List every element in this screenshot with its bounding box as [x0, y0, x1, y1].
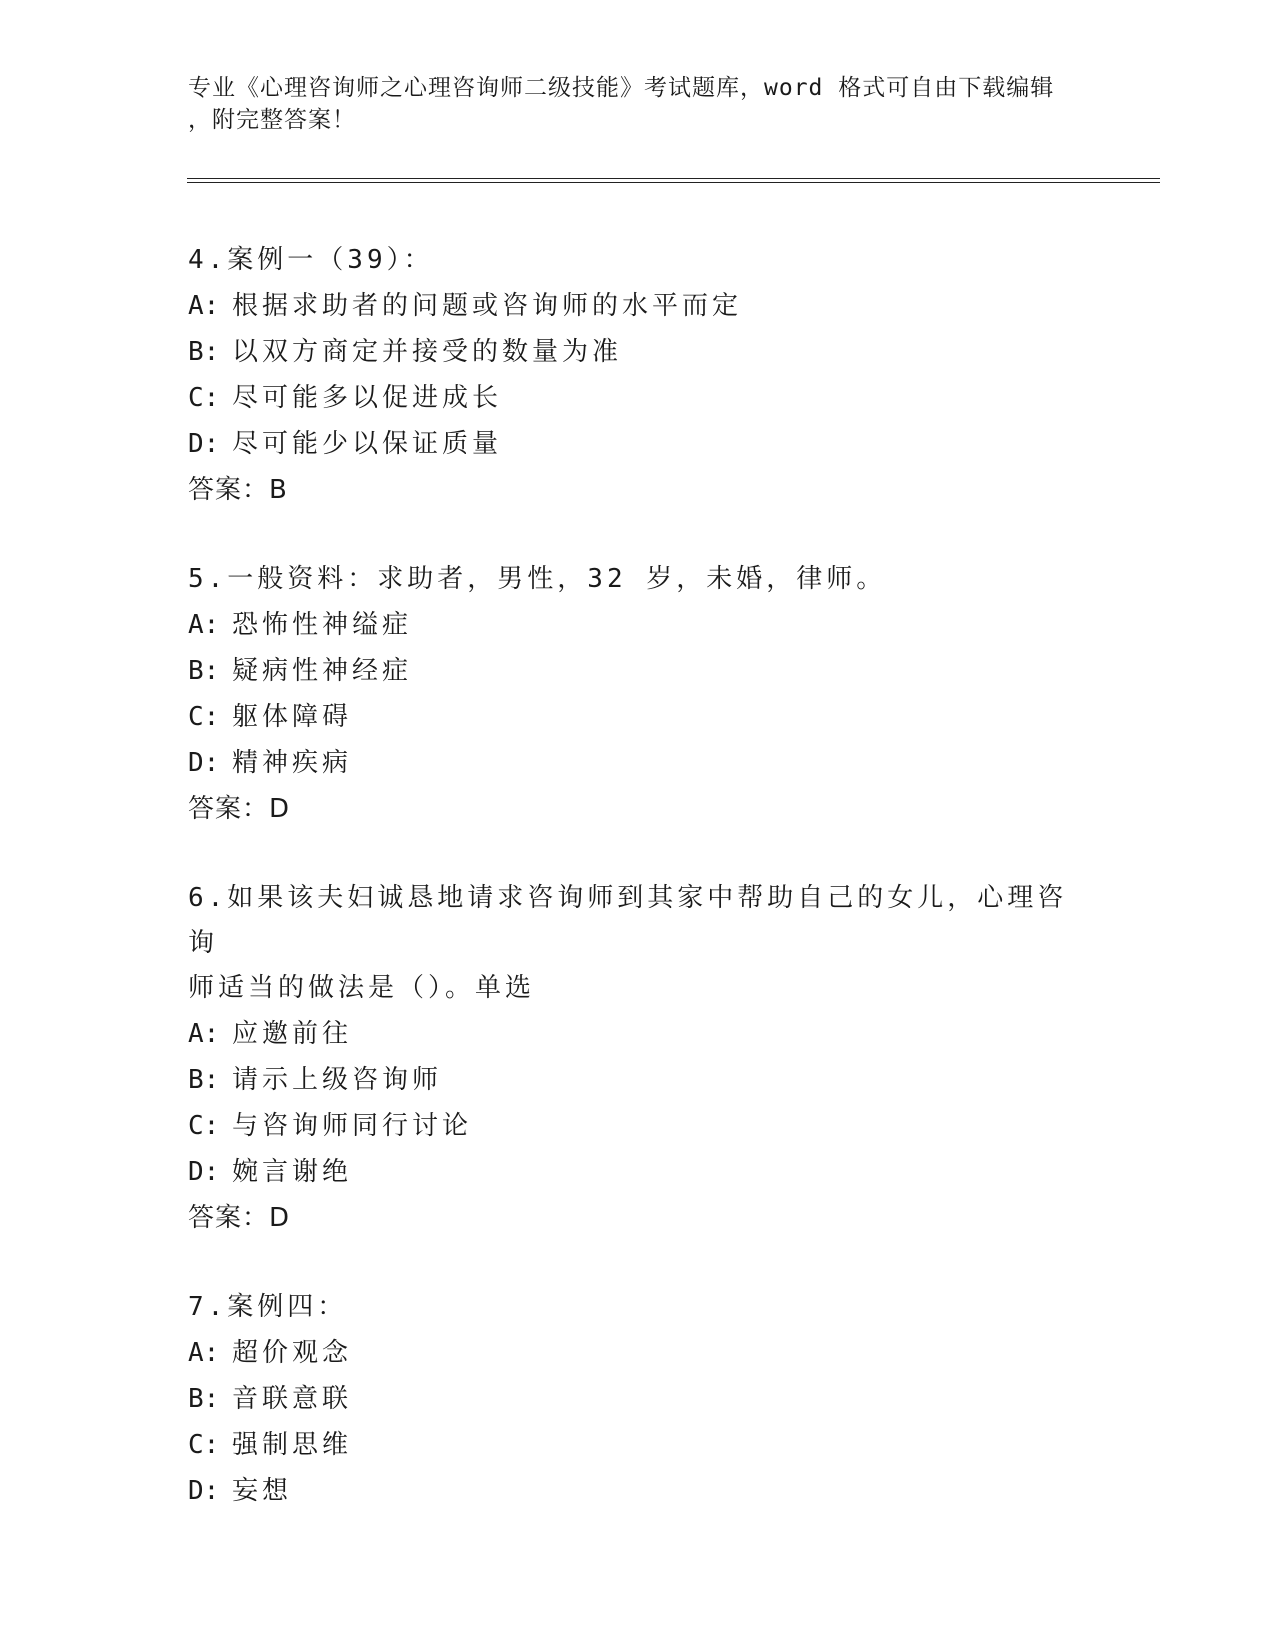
option-a: [188, 283, 1088, 329]
answer-line: 答案：B: [188, 475, 288, 505]
option-letter: D:: [188, 429, 220, 459]
option-text: 尽可能多以促进成长: [232, 383, 503, 413]
header-line-2: ，附完整答案！: [188, 107, 356, 133]
question-stem: 6.如果该夫妇诚恳地请求咨询师到其家中帮助自己的女儿，心理咨询: [188, 883, 1068, 958]
option-c: [188, 375, 1088, 421]
header-line-1: 专业《心理咨询师之心理咨询师二级技能》考试题库，word 格式可自由下载编辑: [188, 75, 1055, 101]
option-a: [188, 1330, 1088, 1376]
option-c: [188, 1103, 1088, 1149]
option-text: 音联意联: [232, 1384, 353, 1414]
option-letter: B:: [188, 337, 220, 367]
option-a: [188, 1011, 1088, 1057]
option-letter: C:: [188, 1430, 220, 1460]
option-text: 精神疾病: [232, 748, 353, 778]
option-text: 恐怖性神缢症: [232, 610, 413, 640]
option-d: [188, 1149, 1088, 1195]
question-4: [188, 238, 1088, 513]
option-letter: D:: [188, 748, 220, 778]
question-list: [188, 238, 1088, 1558]
option-d: [188, 421, 1088, 467]
option-text: 应邀前往: [232, 1019, 353, 1049]
option-c: [188, 1422, 1088, 1468]
option-letter: A:: [188, 1338, 220, 1368]
question-7: [188, 1285, 1088, 1514]
option-text: 强制思维: [232, 1430, 353, 1460]
header-divider: [187, 178, 1160, 183]
option-text: 疑病性神经症: [232, 656, 413, 686]
option-b: [188, 1376, 1088, 1422]
option-b: [188, 329, 1088, 375]
answer-line: 答案：D: [188, 794, 291, 824]
option-text: 请示上级咨询师: [232, 1065, 443, 1095]
option-letter: B:: [188, 1384, 220, 1414]
question-6: [188, 876, 1088, 1241]
option-d: [188, 740, 1088, 786]
option-d: [188, 1468, 1088, 1514]
option-letter: B:: [188, 656, 220, 686]
question-stem-continued: 师适当的做法是（）。单选: [188, 973, 536, 1003]
option-text: 婉言谢绝: [232, 1157, 353, 1187]
option-text: 超价观念: [232, 1338, 353, 1368]
option-text: 躯体障碍: [232, 702, 353, 732]
question-stem: 7.案例四：: [188, 1292, 348, 1322]
option-letter: D:: [188, 1157, 220, 1187]
document-header: [188, 72, 1068, 136]
option-letter: A:: [188, 610, 220, 640]
option-letter: C:: [188, 383, 220, 413]
option-letter: A:: [188, 1019, 220, 1049]
option-letter: C:: [188, 702, 220, 732]
option-text: 妄想: [232, 1476, 293, 1506]
option-a: [188, 602, 1088, 648]
option-letter: A:: [188, 291, 220, 321]
answer-line: 答案：D: [188, 1203, 291, 1233]
option-text: 以双方商定并接受的数量为准: [232, 337, 623, 367]
option-b: [188, 1057, 1088, 1103]
option-text: 尽可能少以保证质量: [232, 429, 503, 459]
option-c: [188, 694, 1088, 740]
option-letter: D:: [188, 1476, 220, 1506]
option-text: 根据求助者的问题或咨询师的水平而定: [232, 291, 743, 321]
question-stem: 4.案例一（39）：: [188, 245, 434, 275]
option-letter: B:: [188, 1065, 220, 1095]
question-5: [188, 557, 1088, 832]
option-letter: C:: [188, 1111, 220, 1141]
option-text: 与咨询师同行讨论: [232, 1111, 473, 1141]
option-b: [188, 648, 1088, 694]
question-stem: 5.一般资料：求助者，男性，32 岁，未婚，律师。: [188, 564, 887, 594]
